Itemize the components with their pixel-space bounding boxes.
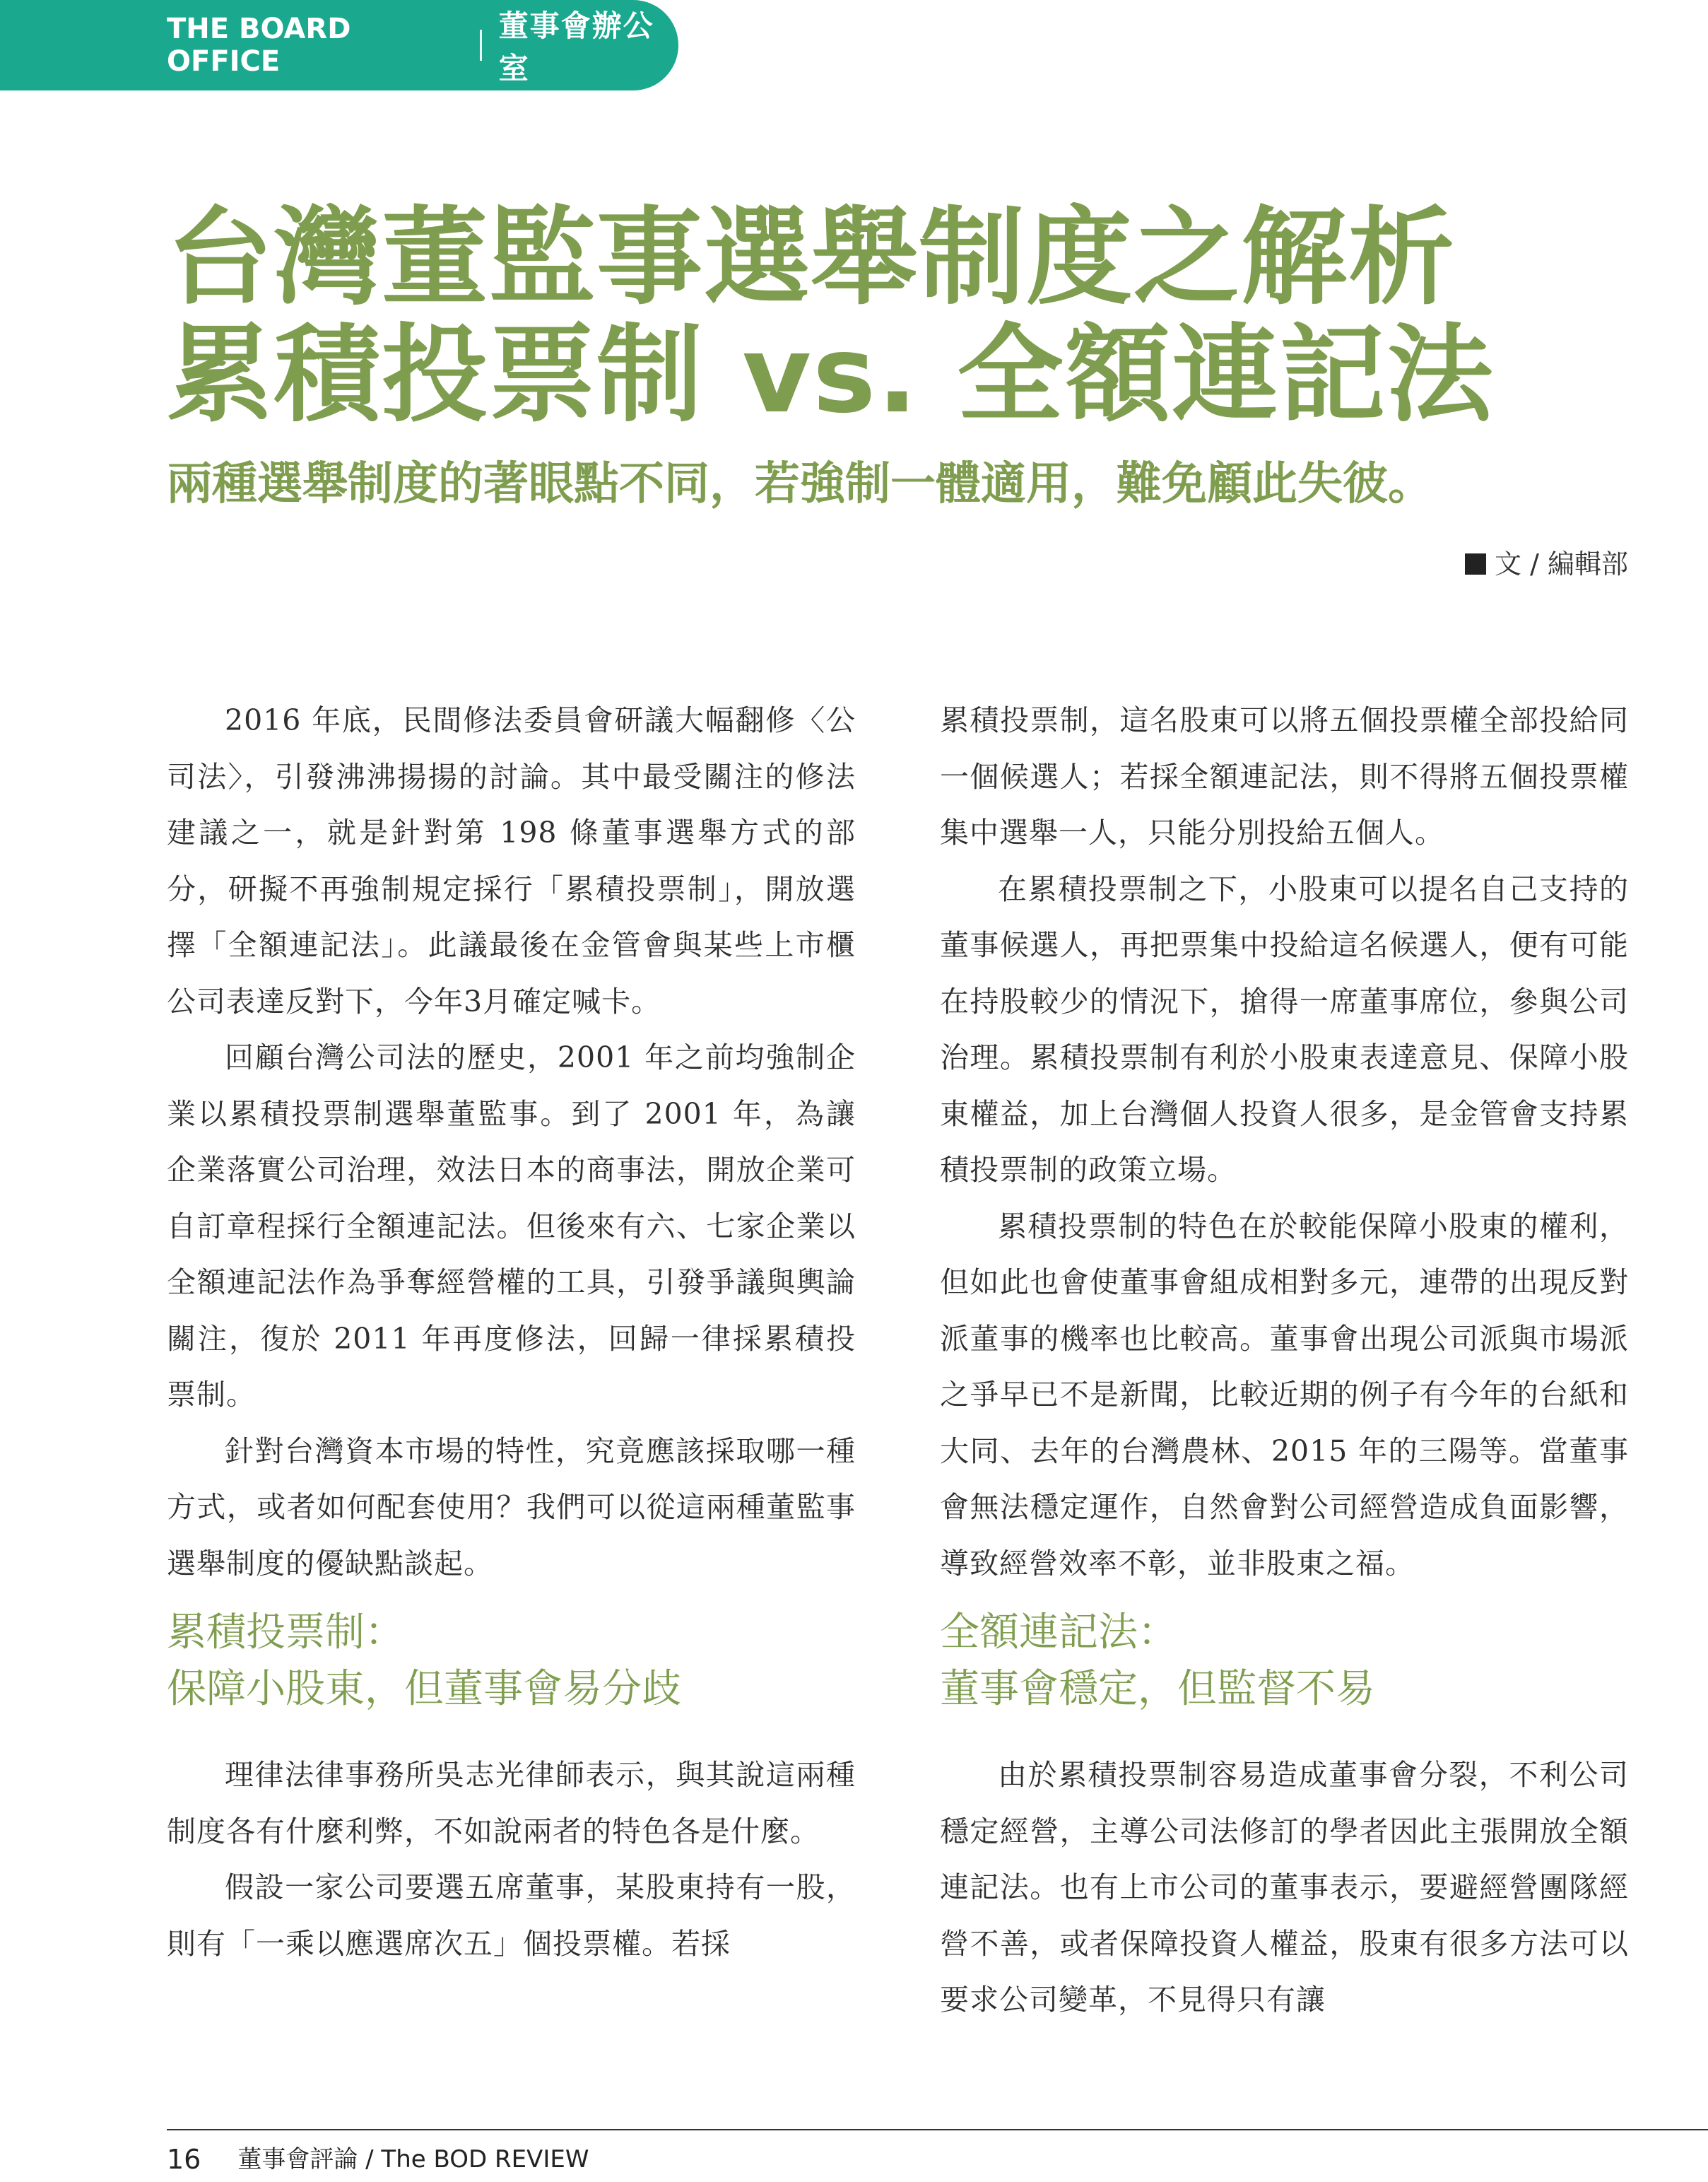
section-heading (940, 1605, 1629, 1718)
left-column (167, 693, 856, 1972)
page-number: 16 (167, 2144, 201, 2175)
section-heading-line-1: 全額連記法： (940, 1609, 1177, 1655)
section-heading (167, 1605, 856, 1718)
right-column (940, 693, 1629, 2029)
body-paragraph: 回顧台灣公司法的歷史，2001 年之前均強制企業以累積投票制選舉董監事。到了 2001 年，為讓企業落實公司治理，效法日本的商事法，開放企業可自訂章程採行全額連記法。但後來有六、七家企業以全額連記法作為爭奪經營權的工具，引發爭議與輿論關注，復於 2011 年再度修法，回歸一律採累積投票制。 (167, 1040, 856, 1412)
section-heading-line-2: 董事會穩定，但監督不易 (940, 1666, 1375, 1712)
byline (1465, 544, 1628, 584)
body-paragraph: 由於累積投票制容易造成董事會分裂，不利公司穩定經營，主導公司法修訂的學者因此主張開放全額連記法。也有上市公司的董事表示，要避經營團隊經營不善，或者保障投資人權益，股東有很多方法可以要求公司變革，不見得只有讓 (940, 1758, 1629, 2017)
square-bullet-icon (1465, 553, 1486, 575)
body-paragraph: 累積投票制，這名股東可以將五個投票權全部投給同一個候選人；若採全額連記法，則不得將五個投票權集中選舉一人，只能分別投給五個人。 (940, 703, 1629, 850)
byline-text: 文 / 編輯部 (1495, 549, 1628, 580)
body-paragraph: 在累積投票制之下，小股東可以提名自己支持的董事候選人，再把票集中投給這名候選人，便有可能在持股較少的情況下，搶得一席董事席位，參與公司治理。累積投票制有利於小股東表達意見、保障小股東權益，加上台灣個人投資人很多，是金管會支持累積投票制的政策立場。 (940, 872, 1629, 1187)
header-office-en: THE BOARD OFFICE (167, 13, 351, 78)
article-subtitle: 兩種選舉制度的著眼點不同，若強制一體適用，難免顧此失彼。 (167, 458, 1433, 510)
body-paragraph: 理律法律事務所吳志光律師表示，與其說這兩種制度各有什麼利弊，不如說兩者的特色各是什麼。 (167, 1758, 856, 1848)
body-paragraph: 針對台灣資本市場的特性，究竟應該採取哪一種方式，或者如何配套使用？我們可以從這兩種董監事選舉制度的優缺點談起。 (167, 1433, 856, 1580)
header-office-zh: 董事會辦公室 (498, 8, 654, 86)
section-header-tab (0, 0, 678, 90)
section-heading-line-1: 累積投票制： (167, 1609, 404, 1655)
footer-divider (167, 2129, 1708, 2130)
section-heading-line-2: 保障小股東，但董事會易分歧 (167, 1666, 681, 1712)
article-title-line-1: 台灣董監事選舉制度之解析 (167, 197, 1456, 319)
body-paragraph: 2016 年底，民間修法委員會研議大幅翻修〈公司法〉，引發沸沸揚揚的討論。其中最受關注的修法建議之一，就是針對第 198 條董事選舉方式的部分，研擬不再強制規定採行「累積投票制」，開放選擇「全額連記法」。此議最後在金管會與某些上市櫃公司表達反對下，今年3月確定喊卡。 (167, 703, 856, 1019)
article-title (167, 197, 1509, 437)
publication-name: 董事會評論 / The BOD REVIEW (237, 2145, 589, 2174)
page-footer (167, 2142, 589, 2177)
body-paragraph: 累積投票制的特色在於較能保障小股東的權利，但如此也會使董事會組成相對多元，連帶的出現反對派董事的機率也比較高。董事會出現公司派與市場派之爭早已不是新聞，比較近期的例子有今年的台紙和大同、去年的台灣農林、2015 年的三陽等。當董事會無法穩定運作，自然會對公司經營造成負面影響，導致經營效率不彰，並非股東之福。 (940, 1209, 1629, 1580)
header-divider (480, 30, 482, 61)
body-paragraph: 假設一家公司要選五席董事，某股東持有一股，則有「一乘以應選席次五」個投票權。若採 (167, 1870, 856, 1961)
article-title-line-2: 累積投票制 vs. 全額連記法 (167, 314, 1495, 437)
